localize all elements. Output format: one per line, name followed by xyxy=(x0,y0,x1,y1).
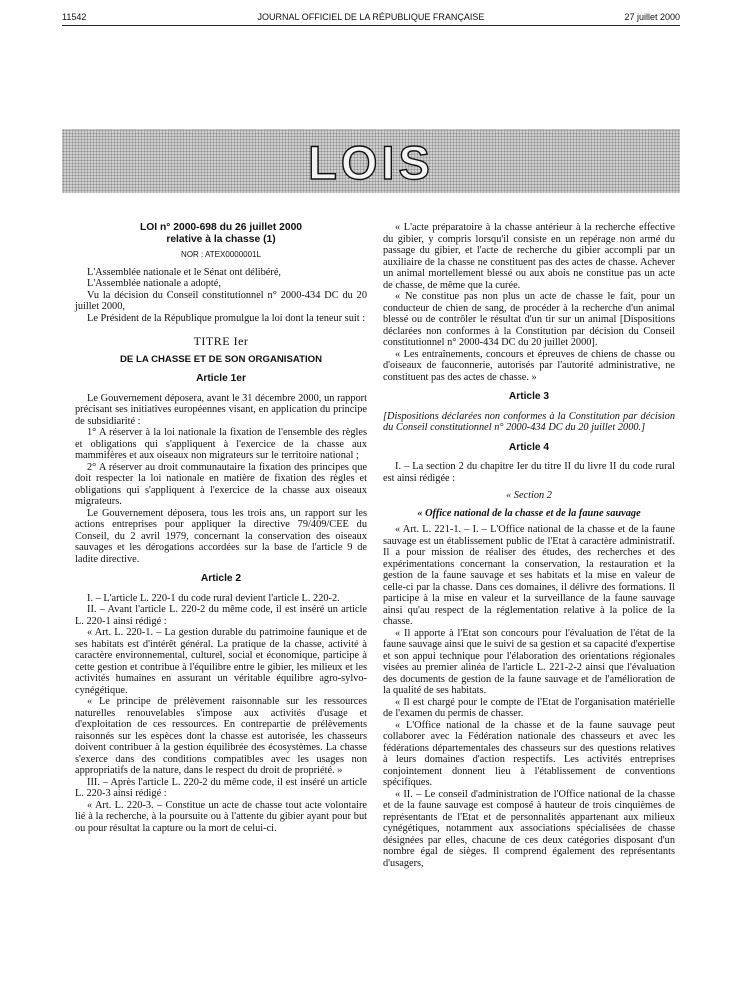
article-2-continued: « Les entraînements, concours et épreuves de chiens de chasse ou d'oiseaux de fauconnerie, autorisés par l'autorité administrative, ne constituent pas des actes de chasse. » xyxy=(383,348,675,383)
article-2-paragraph: « Art. L. 220-1. – La gestion durable du patrimoine faunique et de ses habitats est d'intérêt général. La pratique de la chasse, activité à caractère environnemental, culturel, social et économique, participe à cette gestion et contribue à l'équilibre entre le gibier, les milieux et les activités humaines en assurant un véritable équilibre agro-sylvo-cynégétique. xyxy=(75,627,367,696)
intro-paragraph: Vu la décision du Conseil constitutionnel n° 2000-434 DC du 20 juillet 2000, xyxy=(75,289,367,312)
article-1-heading: Article 1er xyxy=(196,373,246,384)
header-rule xyxy=(62,25,680,26)
article-4-intro: I. – La section 2 du chapitre Ier du titre II du livre II du code rural est ainsi rédigée : xyxy=(383,461,675,484)
left-column xyxy=(75,222,367,834)
intro-paragraph: Le Président de la République promulgue la loi dont la teneur suit : xyxy=(87,312,366,324)
intro-paragraph: L'Assemblée nationale a adopté, xyxy=(87,278,221,289)
right-column xyxy=(383,222,675,869)
section-heading: « Section 2 xyxy=(506,490,552,501)
article-2-continued: « L'acte préparatoire à la chasse antérieur à la recherche effective du gibier, y compris lorsqu'il consiste en un repérage non armé du passage du gibier, et l'acte de recherche du gibier accompli par un auxiliaire de la chasse ne constituent pas des actes de chasse. Achever un animal mortellement blessé ou aux abois ne constitue pas un acte de chasse, de même que la curée. xyxy=(383,222,675,291)
nor-reference: NOR : ATEX0000001L xyxy=(181,250,261,259)
article-2-paragraph: III. – Après l'article L. 220-2 du même code, il est inséré un article L. 220-3 ainsi rédigé : xyxy=(75,776,367,799)
article-4-paragraph: « Art. L. 221-1. – I. – L'Office national de la chasse et de la faune sauvage est un établissement public de l'Etat à caractère administratif. Il a pour mission de réaliser des études, des recherches et des expérimentations concernant la conservation, la restauration et la gestion de la faune sauvage et ses habitats et la mise en valeur de celle-ci par la chasse. Dans ces domaines, il délivre des formations. Il participe à la mise en valeur et la surveillance de la faune sauvage ainsi qu'au respect de la réglementation relative à la police de la chasse. xyxy=(383,524,675,627)
article-2-continued: « Ne constitue pas non plus un acte de chasse le fait, pour un conducteur de chien de sang, de procéder à la recherche d'un animal blessé ou de contrôler le résultat d'un tir sur un animal [Dispositions déclarées non conformes à la Constitution par décision du Conseil constitutionnel n° 2000-434 DC du 20 juillet 2000]. xyxy=(383,291,675,348)
page-header xyxy=(62,10,680,24)
article-1-paragraph: 2° A réserver au droit communautaire la fixation des principes que doit respecter la loi nationale en matière de fixation des règles et obligations qui s'appliquent à l'exercice de la chasse aux oiseaux migrateurs. xyxy=(75,461,367,507)
titre-subheading: DE LA CHASSE ET DE SON ORGANISATION xyxy=(119,353,323,365)
article-1-paragraph: Le Gouvernement déposera, tous les trois ans, un rapport sur les actions entreprises pour appliquer la directive 79/409/CEE du Conseil, du 2 avril 1979, concernant la conservation des oiseaux sauvages et les dérogations accordées sur la base de l'article 9 de ladite directive. xyxy=(75,507,367,565)
article-2-paragraph: II. – Avant l'article L. 220-2 du même code, il est inséré un article L. 220-1 ainsi rédigé : xyxy=(75,604,367,627)
article-1-paragraph: Le Gouvernement déposera, avant le 31 décembre 2000, un rapport précisant ses initiatives européennes visant, en application du principe de subsidiarité : xyxy=(75,392,367,427)
article-3-heading: Article 3 xyxy=(508,391,550,402)
article-2-heading: Article 2 xyxy=(200,573,242,584)
titre-heading: TITRE Ier xyxy=(193,334,249,348)
section-banner xyxy=(62,129,680,193)
article-2-paragraph: I. – L'article L. 220-1 du code rural devient l'article L. 220-2. xyxy=(87,592,340,604)
journal-title: JOURNAL OFFICIEL DE LA RÉPUBLIQUE FRANÇAISE xyxy=(257,12,485,22)
article-3-text: [Dispositions déclarées non conformes à la Constitution par décision du Conseil constitutionnel n° 2000-434 DC du 20 juillet 2000.] xyxy=(383,410,675,433)
article-4-paragraph: « II. – Le conseil d'administration de l'Office national de la chasse et de la faune sauvage est composé à hauteur de trois cinquièmes de représentants de l'Etat et de personnalités appartenant aux milieux cynégétiques, notamment aux associations spécialisées de chasse désignées par elles, chacune de ces deux catégories disposant d'un nombre égal de sièges. Il comprend également des représentants d'usagers, xyxy=(383,788,675,869)
article-2-paragraph: « Art. L. 220-3. – Constitue un acte de chasse tout acte volontaire lié à la recherche, à la poursuite ou à l'attente du gibier ayant pour but ou pour résultat la capture ou la mort de celui-ci. xyxy=(75,799,367,834)
article-4-heading: Article 4 xyxy=(508,441,550,453)
article-4-paragraph: « Il est chargé pour le compte de l'Etat de l'organisation matérielle de l'examen du permis de chasser. xyxy=(383,696,675,719)
law-title: LOI n° 2000-698 du 26 juillet 2000 xyxy=(139,222,303,233)
section-title: « Office national de la chasse et de la faune sauvage xyxy=(417,507,641,519)
article-4-paragraph: « Il apporte à l'Etat son concours pour l'évaluation de l'état de la faune sauvage ainsi que le suivi de sa gestion et sa capacité d'expertise et son appui technique pour l'élaboration des orientations régionales visées au premier alinéa de l'article L. 221-2-2 ainsi que l'évaluation des documents de gestion de la faune sauvage et de l'amélioration de la qualité de ses habitats. xyxy=(383,627,675,696)
article-4-paragraph: « L'Office national de la chasse et de la faune sauvage peut collaborer avec la Fédération nationale des chasseurs et avec les fédérations départementales des chasseurs sur des questions relatives à leurs domaines d'action respectifs. Les activités entreprises conjointement donnent lieu à l'établissement de conventions spécifiques. xyxy=(383,719,675,788)
article-1-paragraph: 1° A réserver à la loi nationale la fixation de l'ensemble des règles et obligations qui s'appliquent à l'exercice de la chasse aux mammifères et aux oiseaux non migrateurs sur le territoire national ; xyxy=(75,427,367,461)
page-number: 11542 xyxy=(62,12,87,22)
article-2-paragraph: « Le principe de prélèvement raisonnable sur les ressources naturelles renouvelables s'impose aux activités d'usage et d'exploitation de ces ressources. En contrepartie de prélèvements raisonnés sur les espèces dont la chasse est autorisée, les chasseurs doivent contribuer à la gestion équilibrée des écosystèmes. La chasse s'exerce dans des conditions compatibles avec les usages non appropriatifs de la nature, dans le respect du droit de propriété. » xyxy=(75,696,367,776)
issue-date: 27 juillet 2000 xyxy=(624,12,680,22)
banner-title: LOIS xyxy=(308,136,434,189)
intro-paragraph: L'Assemblée nationale et le Sénat ont délibéré, xyxy=(87,266,282,278)
law-subtitle: relative à la chasse (1) xyxy=(166,234,276,245)
